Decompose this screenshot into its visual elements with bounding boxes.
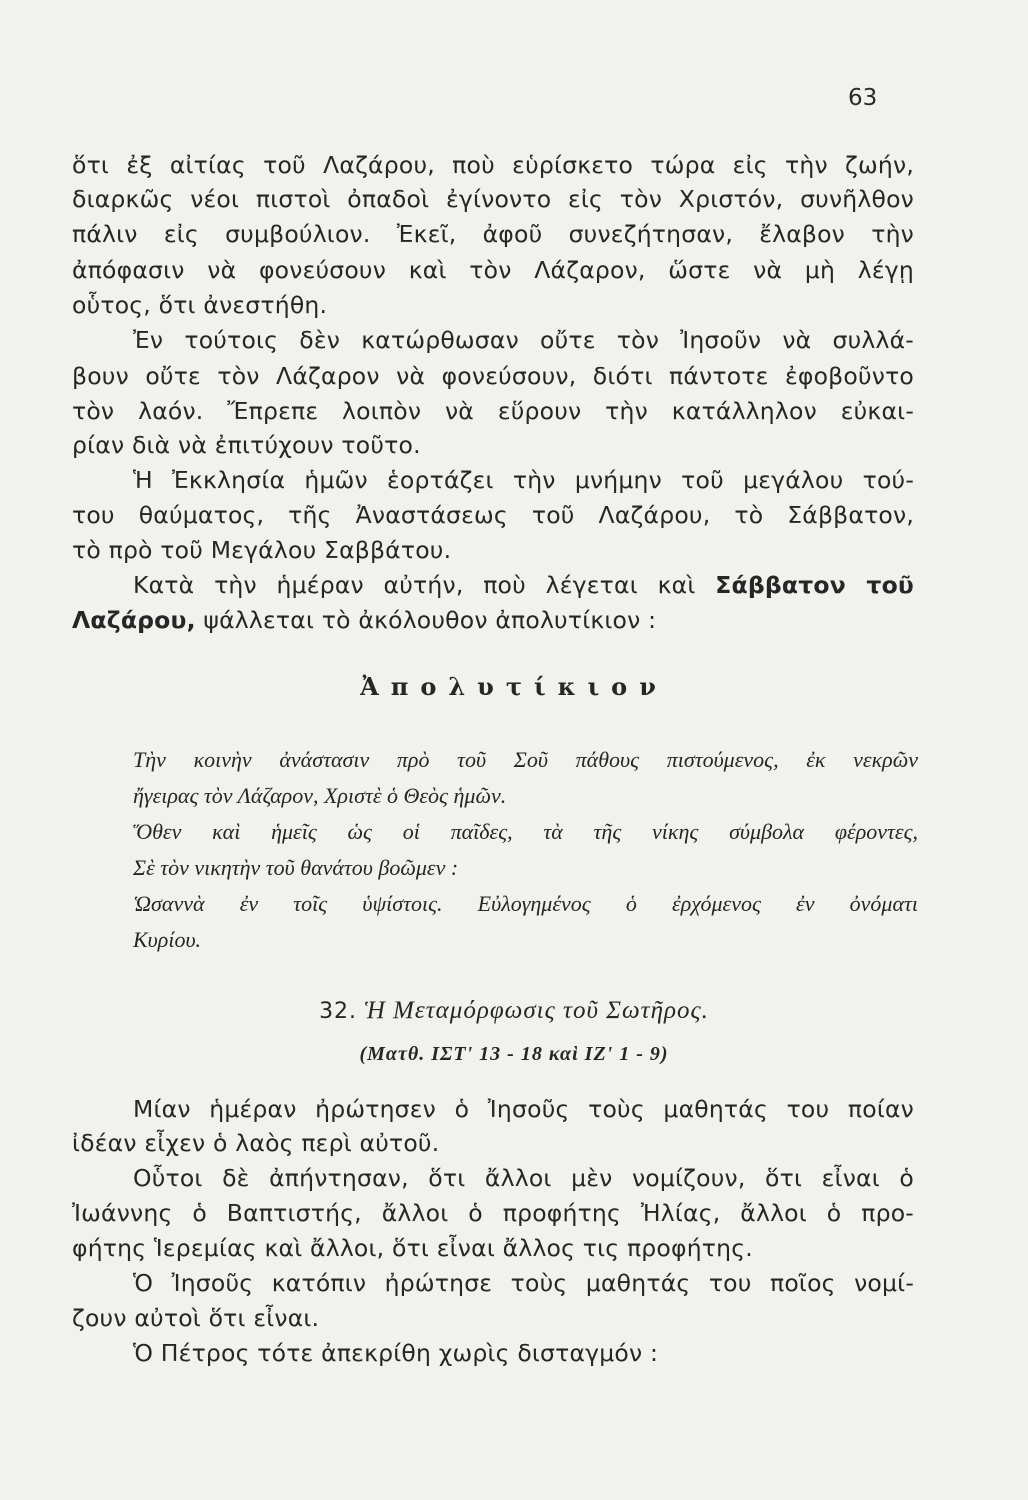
text-line: πάλιν εἰς συμβούλιον. Ἐκεῖ, ἀφοῦ συνεζήτησαν, ἔλαβον τὴν xyxy=(72,220,914,248)
text-line: ἀπόφασιν νὰ φονεύσουν καὶ τὸν Λάζαρον, ὥστε νὰ μὴ λέγῃ xyxy=(72,256,914,284)
text-fragment: Κατὰ τὴν ἡμέραν αὐτήν, ποὺ λέγεται καὶ xyxy=(133,571,696,599)
text-line: Οὗτοι δὲ ἀπήντησαν, ὅτι ἄλλοι μὲν νομίζουν, ὅτι εἶναι ὁ xyxy=(133,1164,914,1192)
text-line: οὗτος, ὅτι ἀνεστήθη. xyxy=(72,291,328,319)
text-line: τὸ πρὸ τοῦ Μεγάλου Σαββάτου. xyxy=(72,536,452,564)
text-line: ρίαν διὰ νὰ ἐπιτύχουν τοῦτο. xyxy=(72,431,421,459)
hymn-line: Σὲ τὸν νικητὴν τοῦ θανάτου βοῶμεν : xyxy=(133,855,459,880)
text-line: Μίαν ἡμέραν ἠρώτησεν ὁ Ἰησοῦς τοὺς μαθητάς του ποίαν xyxy=(133,1095,914,1123)
text-line: ζουν αὐτοὶ ὅτι εἶναι. xyxy=(72,1304,320,1332)
text-line xyxy=(133,570,914,600)
bold-phrase: Σάββατον τοῦ xyxy=(715,571,914,599)
text-line: του θαύματος, τῆς Ἀναστάσεως τοῦ Λαζάρου, τὸ Σάββατον, xyxy=(72,501,914,529)
hymn-line: Κυρίου. xyxy=(133,927,202,952)
text-line: τὸν λαόν. Ἔπρεπε λοιπὸν νὰ εὕρουν τὴν κατάλληλον εὐκαι- xyxy=(72,397,914,425)
text-line: Ὁ Ἰησοῦς κατόπιν ἠρώτησε τοὺς μαθητάς του ποῖος νομί- xyxy=(133,1269,914,1297)
hymn-line: Ὅθεν καὶ ἡμεῖς ὡς οἱ παῖδες, τὰ τῆς νίκης σύμβολα φέροντες, xyxy=(133,819,918,844)
hymn-line: ἤγειρας τὸν Λάζαρον, Χριστὲ ὁ Θεὸς ἡμῶν. xyxy=(133,783,507,808)
text-line: Ἰωάννης ὁ Βαπτιστής, ἄλλοι ὁ προφήτης Ἠλίας, ἄλλοι ὁ προ- xyxy=(72,1199,914,1227)
text-fragment: ψάλλεται τὸ ἀκόλουθον ἀπολυτίκιον : xyxy=(203,606,657,634)
text-line: διαρκῶς νέοι πιστοὶ ὀπαδοὶ ἐγίνοντο εἰς τὸν Χριστόν, συνῆλθον xyxy=(72,185,914,213)
text-line: φήτης Ἱερεμίας καὶ ἄλλοι, ὅτι εἶναι ἄλλος τις προφήτης. xyxy=(72,1234,753,1262)
bold-phrase: Λαζάρου, xyxy=(72,606,196,634)
text-line: ἰδέαν εἶχεν ὁ λαὸς περὶ αὐτοῦ. xyxy=(72,1129,440,1157)
page-number: 63 xyxy=(848,85,878,111)
chapter-heading xyxy=(0,996,1028,1027)
text-line: βουν οὔτε τὸν Λάζαρον νὰ φονεύσουν, διότι πάντοτε ἐφοβοῦντο xyxy=(72,362,914,390)
text-line: Ἡ Ἐκκλησία ἡμῶν ἑορτάζει τὴν μνήμην τοῦ μεγάλου τού- xyxy=(133,466,914,494)
scripture-reference: (Ματθ. ΙΣΤ' 13 - 18 καὶ ΙΖ' 1 - 9) xyxy=(359,1043,669,1065)
hymn-line: Ὡσαννὰ ἐν τοῖς ὑψίστοις. Εὐλογημένος ὁ ἐρχόμενος ἐν ὀνόματι xyxy=(133,891,918,916)
text-line: Ὁ Πέτρος τότε ἀπεκρίθη χωρὶς δισταγμόν : xyxy=(133,1339,659,1367)
text-line: Ἐν τούτοις δὲν κατώρθωσαν οὔτε τὸν Ἰησοῦν νὰ συλλά- xyxy=(133,326,914,354)
text-line xyxy=(72,605,914,635)
text-line: ὅτι ἐξ αἰτίας τοῦ Λαζάρου, ποὺ εὑρίσκετο τώρα εἰς τὴν ζωήν, xyxy=(72,151,914,179)
chapter-number: 32. xyxy=(319,999,358,1024)
hymn-line: Τὴν κοινὴν ἀνάστασιν πρὸ τοῦ Σοῦ πάθους πιστούμενος, ἐκ νεκρῶν xyxy=(133,747,918,772)
apolytikion-heading: Ἀπολυτίκιον xyxy=(360,672,668,701)
chapter-title: Ἡ Μεταμόρφωσις τοῦ Σωτῆρος. xyxy=(364,997,709,1024)
